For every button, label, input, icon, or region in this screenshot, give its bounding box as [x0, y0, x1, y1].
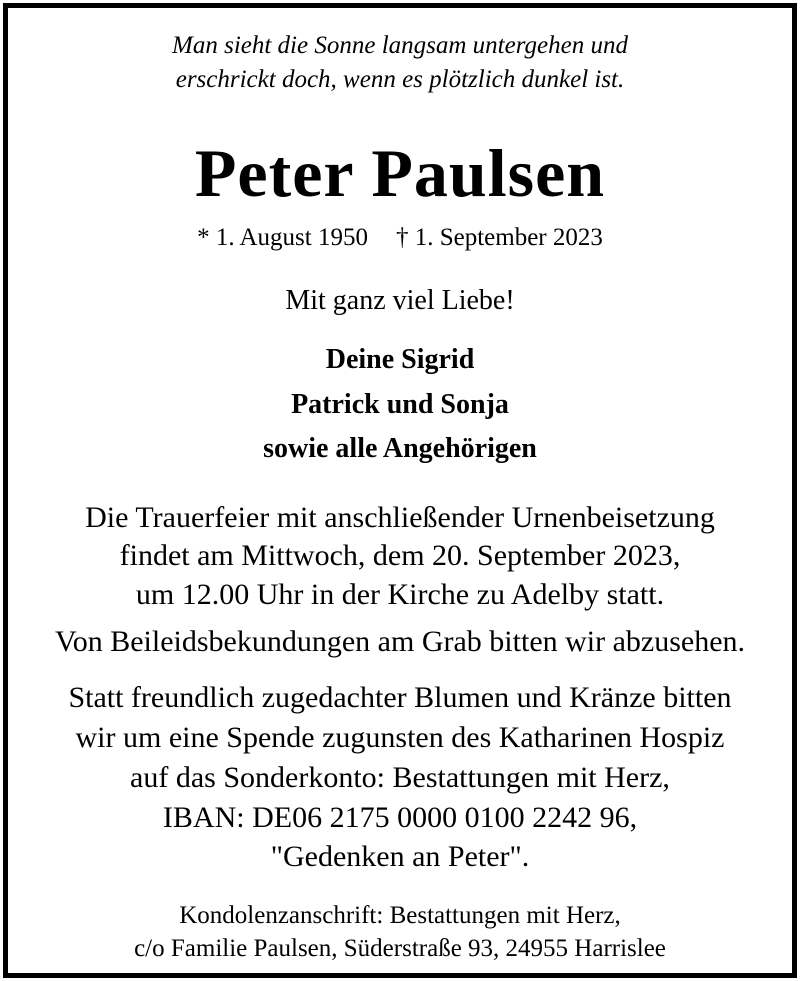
address-line-2: c/o Familie Paulsen, Süderstraße 93, 24955 Harrislee	[134, 935, 666, 962]
family-line-1: Deine Sigrid	[325, 344, 475, 375]
donation-line-3: auf das Sonderkonto: Bestattungen mit Herz,	[130, 761, 670, 794]
motto-line-2: erschrickt doch, wenn es plötzlich dunkel ist.	[175, 66, 625, 93]
birth-date: * 1. August 1950	[197, 224, 368, 251]
address-line-1: Kondolenzanschrift: Bestattungen mit Herz,	[179, 902, 621, 929]
life-dates	[0, 225, 800, 250]
family-line-2: Patrick und Sonja	[291, 389, 509, 420]
donation-line-1: Statt freundlich zugedachter Blumen und Kränze bitten	[68, 681, 732, 714]
condolence-note: Von Beileidsbekundungen am Grab bitten wir abzusehen.	[54, 625, 746, 658]
service-line-1: Die Trauerfeier mit anschließender Urnenbeisetzung	[85, 501, 715, 534]
deceased-name: Peter Paulsen	[194, 135, 606, 211]
iban-line: IBAN: DE06 2175 0000 0100 2242 96,	[162, 801, 638, 834]
donation-reference: "Gedenken an Peter".	[270, 840, 530, 873]
service-line-3: um 12.00 Uhr in der Kirche zu Adelby statt.	[135, 578, 665, 611]
donation-line-2: wir um eine Spende zugunsten des Katharinen Hospiz	[75, 721, 725, 754]
death-date: † 1. September 2023	[395, 224, 603, 251]
family-line-3: sowie alle Angehörigen	[263, 433, 537, 464]
motto-line-1: Man sieht die Sonne langsam untergehen und	[172, 32, 628, 59]
service-line-2: findet am Mittwoch, dem 20. September 2023,	[119, 539, 681, 572]
love-line: Mit ganz viel Liebe!	[285, 285, 515, 316]
